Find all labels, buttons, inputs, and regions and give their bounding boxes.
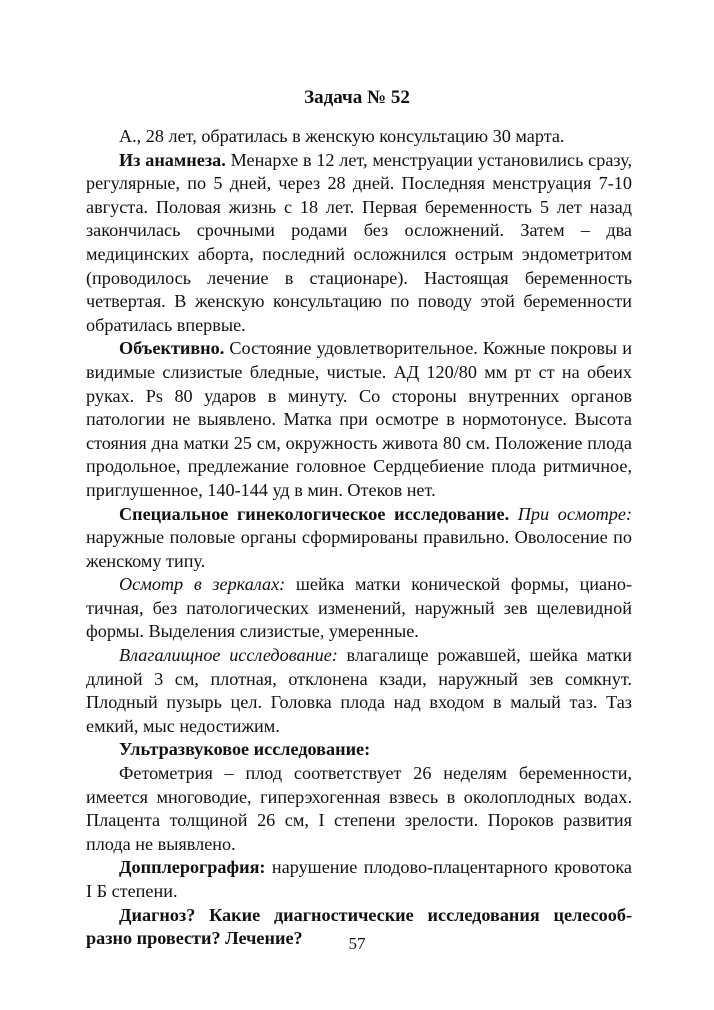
ultrasound-heading	[86, 738, 632, 762]
speculum-label: Осмотр в зеркалах:	[119, 574, 286, 595]
fetometry-text: Фетометрия – плод соответствует 26 неделям беременности, имеется многоводие, гиперэхогенная взвесь в околоплодных водах. Плацента толщиной 26 см, I степени зрелости. Пороков развития плода не выявлено.	[86, 763, 632, 854]
doppler-paragraph	[86, 856, 632, 903]
task-body	[86, 125, 632, 951]
question-text: Диагноз? Какие диагностические исследования целесообразно провести? Лечение?	[86, 904, 632, 949]
special-exam-label: Специальное гинекологическое исследование.	[119, 503, 510, 524]
speculum-text: шейка матки конической формы, цианотичная, без патологических изменений, наружный зев щелевидной формы. Выделения слизистые, умеренные.	[86, 574, 632, 642]
special-exam-paragraph	[86, 503, 632, 574]
doppler-text: нарушение плодово-плацентарного кровотока I Б степени.	[86, 857, 632, 901]
inspection-label: При осмотре:	[509, 503, 633, 524]
objective-paragraph	[86, 337, 632, 502]
intro-paragraph	[86, 125, 632, 149]
intro-text: А., 28 лет, обратилась в женскую консультацию 30 марта.	[119, 126, 565, 146]
vaginal-exam-text: влагалище рожавшей, шейка матки длиной 3 см, плотная, отклонена кзади, наружный зев сомкнут. Плодный пузырь цел. Головка плода над входом в малый таз. Таз емкий, мыс недостижим.	[86, 645, 632, 736]
fetometry-paragraph	[86, 762, 632, 856]
ultrasound-label: Ультразвуковое исследование:	[119, 739, 371, 760]
page-number: 57	[348, 934, 366, 953]
vaginal-exam-label: Влагалищное исследование:	[119, 645, 338, 666]
anamnesis-text: Менархе в 12 лет, менструации установились сразу, регулярные, по 5 дней, через 28 дней. Последняя менструация 7-10 августа. Половая жизнь с 18 лет. Первая беременность 5 лет назад закончилась срочными родами без осложнений. Затем – два медицинских аборта, последний осложнился острым эндометритом (проводилось лечение в стационаре). Настоящая беременность четвертая. В женскую консультацию по поводу этой беременности обратилась впервые.	[86, 149, 633, 335]
doppler-label: Допплерография:	[119, 857, 266, 878]
vaginal-exam-paragraph	[86, 644, 632, 738]
anamnesis-paragraph	[86, 149, 632, 338]
speculum-paragraph	[86, 573, 632, 644]
task-title: Задача № 52	[304, 87, 410, 108]
anamnesis-label: Из анамнеза.	[119, 149, 226, 170]
objective-text: Состояние удовлетворительное. Кожные покровы и видимые слизистые бледные, чистые. АД 120/80 мм рт ст на обеих руках. Ps 80 ударов в минуту. Со стороны внутренних органов патологии не выявлено. Матка при осмотре в нормотонусе. Высота стояния дна матки 25 см, окружность живота 80 см. Положение плода продольное, предлежание головное Сердцебиение плода ритмичное, приглушенное, 140-144 уд в мин. Отеков нет.	[86, 338, 632, 500]
objective-label: Объективно.	[119, 338, 225, 359]
special-exam-text: наружные половые органы сформированы правильно. Оволосение по женскому типу.	[86, 527, 632, 571]
